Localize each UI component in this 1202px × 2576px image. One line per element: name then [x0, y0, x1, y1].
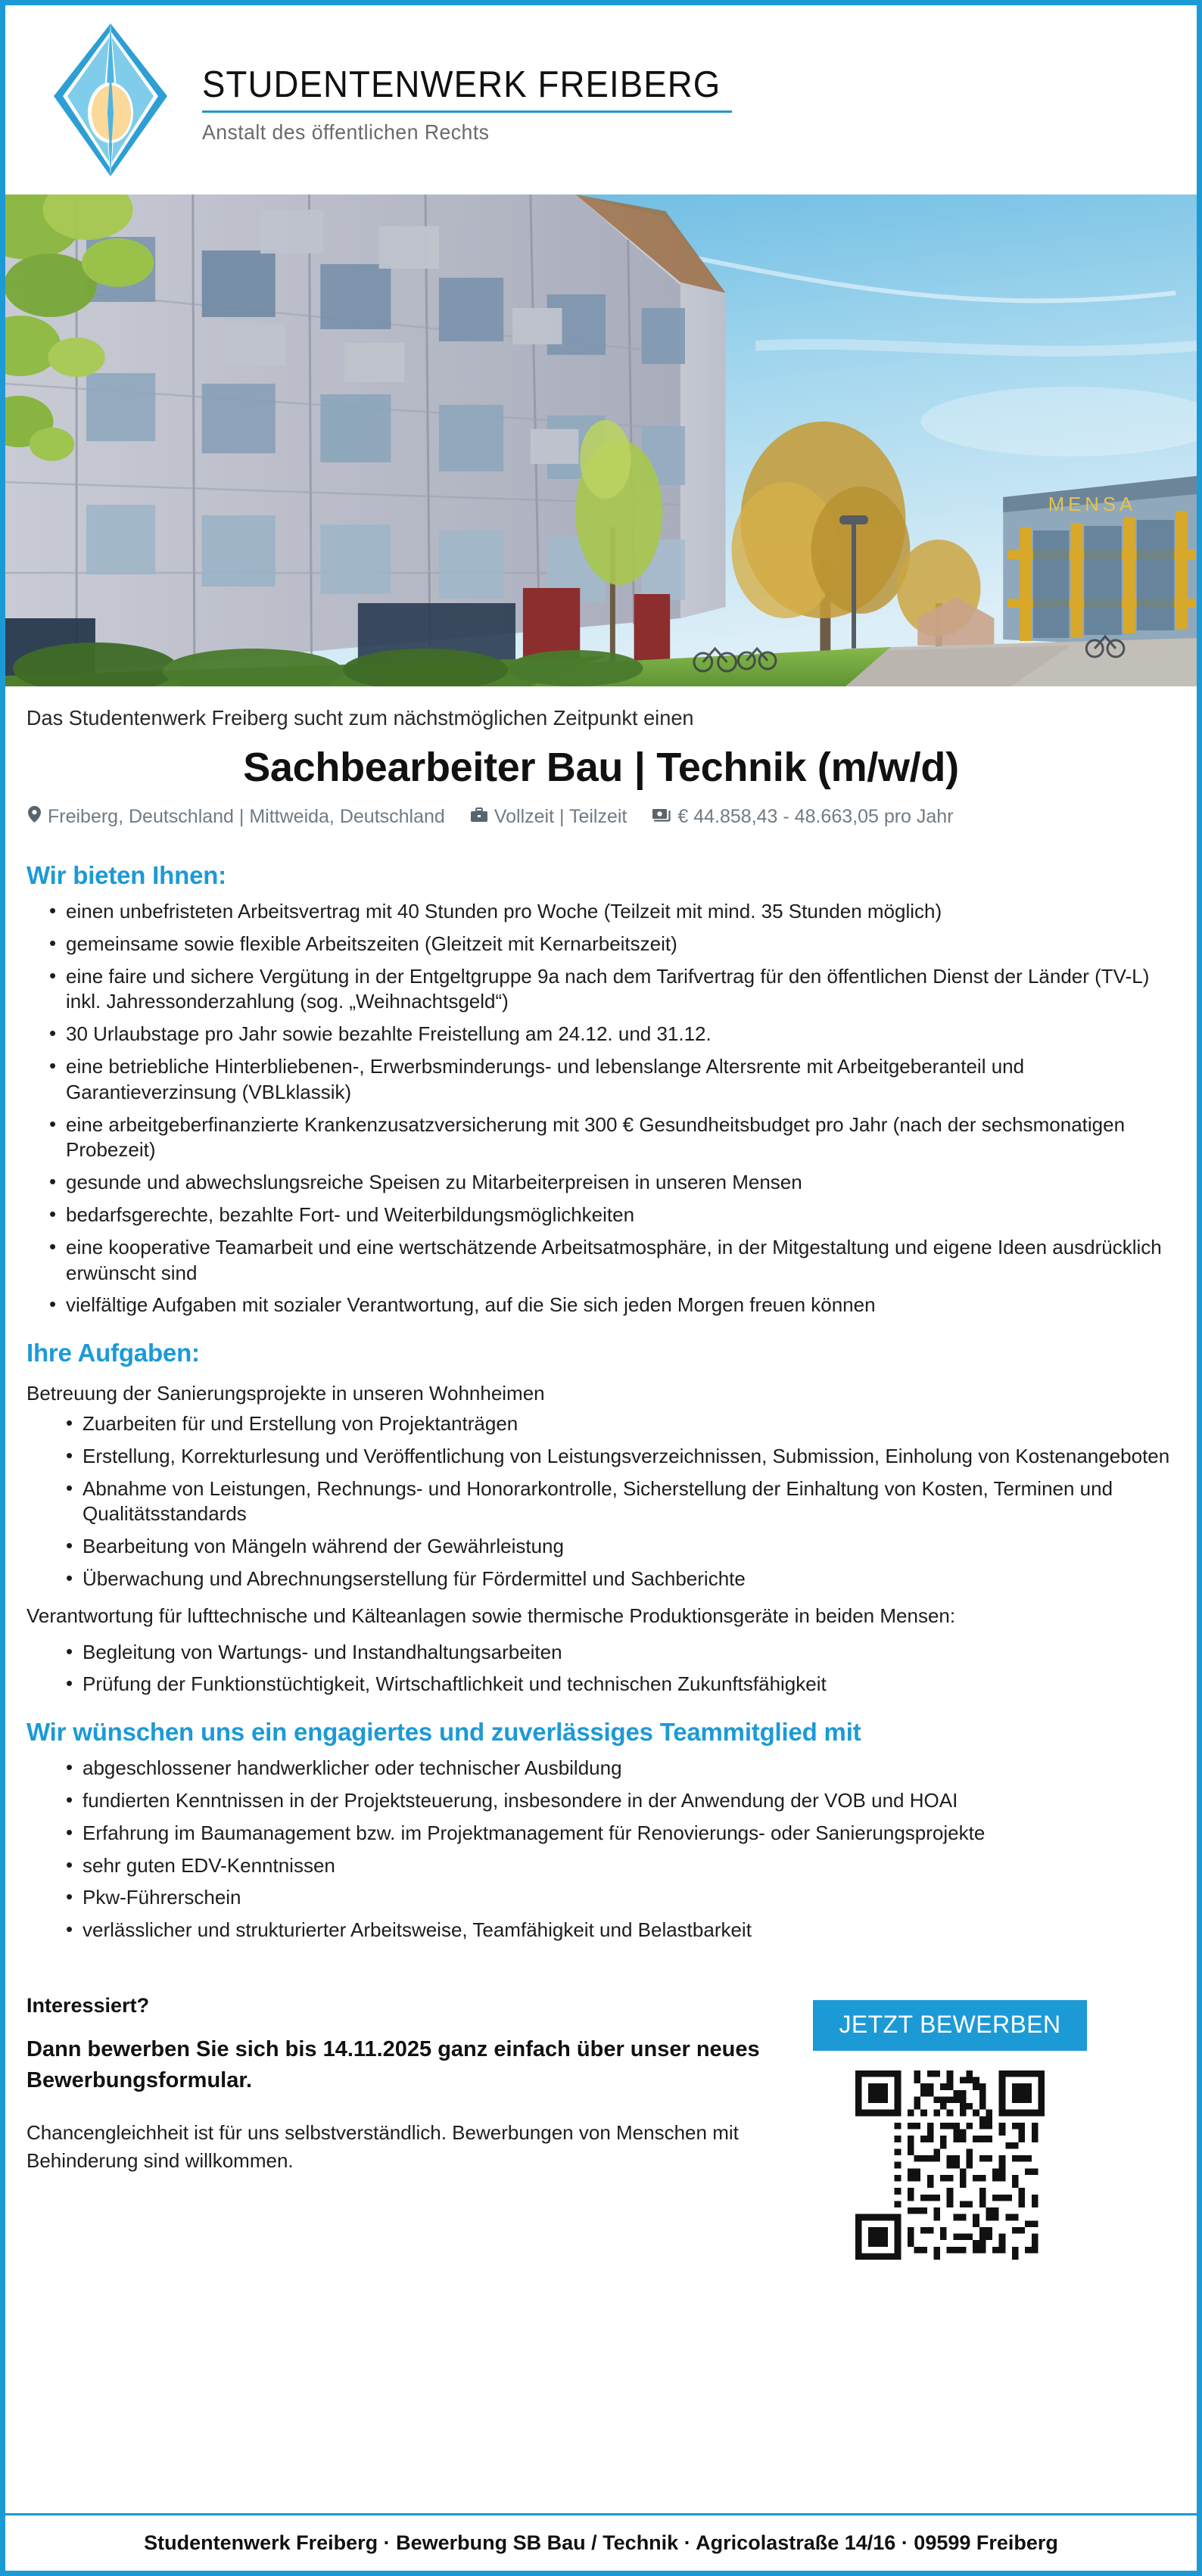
list-item: • eine betriebliche Hinterbliebenen-, Erwerbsminderungs- und lebenslange Altersrente mit Arbeitgeberanteil und Garantieverzinsung (VBLklassik) [49, 1054, 1179, 1112]
list-item: • Erstellung, Korrekturlesung und Veröffentlichung von Leistungsverzeichnissen, Submission, Einholung von Kostenangeboten [66, 1444, 1179, 1476]
footer-address: Studentenwerk Freiberg · Bewerbung SB Bau / Technik · Agricolastraße 14/16 · 09599 Freiberg [144, 2531, 1058, 2554]
apply-text-block [26, 1994, 768, 2174]
list-item: • Prüfung der Funktionstüchtigkeit, Wirtschaftlichkeit und technischen Zukunftsfähigkeit [66, 1672, 1179, 1704]
list-item: • gemeinsame sowie flexible Arbeitszeiten (Gleitzeit mit Kernarbeitszeit) [49, 932, 1179, 964]
footer [5, 2513, 1197, 2571]
requirements-heading: Wir wünschen uns ein engagiertes und zuverlässiges Teammitglied mit [26, 1718, 861, 1747]
list-item: • vielfältige Aufgaben mit sozialer Verantwortung, auf die Sie sich jeden Morgen freuen können [49, 1293, 1179, 1325]
bottom-spacer [23, 2260, 1179, 2350]
apply-now-button[interactable]: JETZT BEWERBEN [813, 2000, 1086, 2051]
list-item: • Zuarbeiten für und Erstellung von Projektanträgen [66, 1411, 1179, 1444]
logo-text-block [202, 56, 760, 145]
meta-employment-label: Vollzeit | Teilzeit [494, 806, 627, 827]
tasks-heading: Ihre Aufgaben: [26, 1339, 200, 1367]
tasks-list-2 [23, 1640, 1179, 1705]
equality-statement: Chancengleichheit ist für uns selbstverständlich. Bewerbungen von Menschen mit Behinderung sind willkommen. [26, 2121, 739, 2172]
list-item: • einen unbefristeten Arbeitsvertrag mit 40 Stunden pro Woche (Teilzeit mit mind. 35 Stunden möglich) [49, 899, 1179, 932]
apply-action-block [783, 1994, 1116, 2260]
list-item: • eine arbeitgeberfinanzierte Krankenzusatzversicherung mit 300 € Gesundheitsbudget pro Jahr (nach der sechsmonatigen Probezeit) [49, 1112, 1179, 1171]
list-item: • Pkw-Führerschein [66, 1885, 1179, 1918]
logo-title: STUDENTENWERK FREIBERG [202, 64, 721, 105]
location-pin-icon [28, 806, 41, 828]
list-item: • 30 Urlaubstage pro Jahr sowie bezahlte Freistellung am 24.12. und 31.12. [49, 1022, 1179, 1054]
apply-deadline-text: Dann bewerben Sie sich bis 14.11.2025 ganz einfach über unser neues Bewerbungsformular. [26, 2036, 760, 2093]
list-item: • abgeschlossener handwerklicher oder technischer Ausbildung [66, 1756, 1179, 1788]
list-item: • Begleitung von Wartungs- und Instandhaltungsarbeiten [66, 1640, 1179, 1672]
list-item: • Abnahme von Leistungen, Rechnungs- und Honorarkontrolle, Sicherstellung der Einhaltung von Kosten, Terminen und Qualitätsstandards [66, 1476, 1179, 1535]
interested-label: Interessiert? [26, 1993, 150, 2017]
qr-code-icon[interactable] [855, 2070, 1045, 2260]
meta-employment-type [471, 806, 627, 828]
meta-location-label: Freiberg, Deutschland | Mittweida, Deutschland [48, 806, 445, 827]
list-item: • sehr guten EDV-Kenntnissen [66, 1853, 1179, 1886]
content [5, 686, 1197, 2350]
requirements-list [23, 1756, 1179, 1950]
apply-section [23, 1950, 1179, 2260]
page-title: Sachbearbeiter Bau | Technik (m/w/d) [243, 745, 959, 790]
list-item: • fundierten Kenntnissen in der Projektsteuerung, insbesondere in der Anwendung der VOB und HOAI [66, 1788, 1179, 1821]
meta-location [28, 806, 445, 828]
logo-subtitle: Anstalt des öffentlichen Rechts [202, 120, 490, 144]
tasks-intro-1: Betreuung der Sanierungsprojekte in unseren Wohnheimen [26, 1382, 545, 1405]
list-item: • eine faire und sichere Vergütung in der Entgeltgruppe 9a nach dem Tarifvertrag für den öffentlichen Dienst der Länder (TV-L) inkl. Jahressonderzahlung (sog. „Weihnachtsgeld“) [49, 964, 1179, 1022]
list-item: • bedarfsgerechte, bezahlte Fort- und Weiterbildungsmöglichkeiten [49, 1202, 1179, 1235]
svg-text:MENSA: MENSA [1048, 493, 1137, 516]
tasks-intro-2: Verantwortung für lufttechnische und Kälteanlagen sowie thermische Produktionsgeräte in beiden Mensen: [26, 1604, 956, 1627]
logo-divider [202, 110, 732, 113]
list-item: • Überwachung und Abrechnungserstellung für Fördermittel und Sachberichte [66, 1566, 1179, 1599]
list-item: • Erfahrung im Baumanagement bzw. im Projektmanagement für Renovierungs- oder Sanierungsprojekte [66, 1821, 1179, 1853]
meta-salary-label: € 44.858,43 - 48.663,05 pro Jahr [677, 806, 954, 827]
header [5, 5, 1197, 194]
briefcase-icon [471, 806, 487, 828]
meta-salary [652, 806, 953, 828]
diamond-eye-logo-icon [39, 20, 182, 179]
hero-image [5, 194, 1197, 686]
list-item: • Bearbeitung von Mängeln während der Gewährleistung [66, 1534, 1179, 1566]
benefits-list [23, 899, 1179, 1325]
job-meta-row [23, 804, 1179, 848]
tasks-list-1 [23, 1411, 1179, 1599]
banknote-icon [652, 806, 671, 828]
list-item: • verlässlicher und strukturierter Arbeitsweise, Teamfähigkeit und Belastbarkeit [66, 1918, 1179, 1950]
list-item: • gesunde und abwechslungsreiche Speisen zu Mitarbeiterpreisen in unseren Mensen [49, 1170, 1179, 1202]
benefits-heading: Wir bieten Ihnen: [26, 861, 226, 889]
intro-line: Das Studentenwerk Freiberg sucht zum nächstmöglichen Zeitpunkt einen [26, 706, 694, 730]
list-item: • eine kooperative Teamarbeit und eine wertschätzende Arbeitsatmosphäre, in der Mitgestaltung und eigene Ideen ausdrücklich erwünscht sind [49, 1235, 1179, 1293]
